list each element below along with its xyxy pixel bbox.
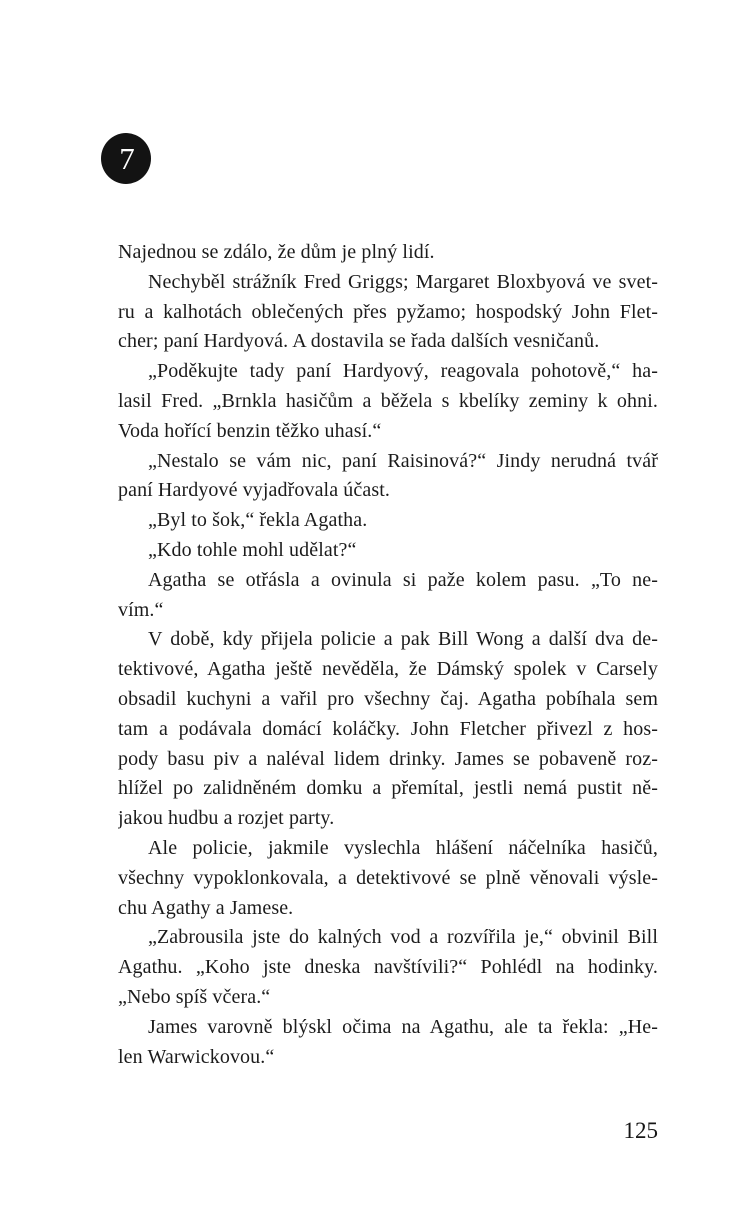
text-line: Najednou se zdálo, že dům je plný lidí. <box>118 241 435 263</box>
text-line: James varovně blýskl očima na Agathu, ale ta řekla: „He- <box>148 1015 658 1038</box>
text-line: Agathu. „Koho jste dneska navštívili?“ Pohlédl na hodinky. <box>118 956 658 979</box>
text-line: „Nestalo se vám nic, paní Raisinová?“ Jindy nerudná tvář <box>148 449 658 472</box>
text-line: pody basu piv a naléval lidem drinky. James se pobaveně roz- <box>118 747 658 770</box>
text-line: Voda hořící benzin těžko uhasí.“ <box>118 419 382 442</box>
text-line: tam a podávala domácí koláčky. John Fletcher přivezl z hos- <box>118 717 658 740</box>
text-line: Nechyběl strážník Fred Griggs; Margaret Bloxbyová ve svet- <box>148 270 658 293</box>
text-line: „Kdo tohle mohl udělat?“ <box>148 538 357 561</box>
text-line: ru a kalhotách oblečených přes pyžamo; hospodský John Flet- <box>118 300 658 323</box>
page-number: 125 <box>623 1118 658 1143</box>
chapter-number: 7 <box>119 141 135 176</box>
text-line: cher; paní Hardyová. A dostavila se řada dalších vesničanů. <box>118 330 600 353</box>
text-line: „Zabrousila jste do kalných vod a rozvířila je,“ obvinil Bill <box>148 926 658 949</box>
text-line: všechny vypoklonkovala, a detektivové se plně věnovali výsle- <box>118 866 658 889</box>
text-line: Ale policie, jakmile vyslechla hlášení náčelníka hasičů, <box>148 836 658 859</box>
text-line: „Nebo spíš včera.“ <box>118 985 271 1008</box>
text-line: chu Agathy a Jamese. <box>118 896 294 919</box>
text-line: tektivové, Agatha ještě nevěděla, že Dámský spolek v Carsely <box>118 658 658 681</box>
text-line: vím.“ <box>118 598 164 621</box>
text-line: lasil Fred. „Brnkla hasičům a běžela s kbelíky zeminy k ohni. <box>118 389 658 412</box>
text-line: hlížel po zalidněném domku a přemítal, jestli nemá pustit ně- <box>118 777 658 800</box>
text-line: V době, kdy přijela policie a pak Bill Wong a další dva de- <box>148 628 658 651</box>
text-line: Agatha se otřásla a ovinula si paže kolem pasu. „To ne- <box>148 568 658 591</box>
text-line: obsadil kuchyni a vařil pro všechny čaj. Agatha pobíhala sem <box>118 687 658 710</box>
text-line: paní Hardyové vyjadřovala účast. <box>118 479 390 502</box>
text-line: „Byl to šok,“ řekla Agatha. <box>148 509 368 532</box>
body-text <box>118 238 658 1072</box>
text-line: len Warwickovou.“ <box>118 1045 275 1068</box>
text-line: „Poděkujte tady paní Hardyový, reagovala pohotově,“ ha- <box>148 360 658 383</box>
chapter-number-badge <box>101 133 151 184</box>
text-line: jakou hudbu a rozjet party. <box>118 807 335 830</box>
